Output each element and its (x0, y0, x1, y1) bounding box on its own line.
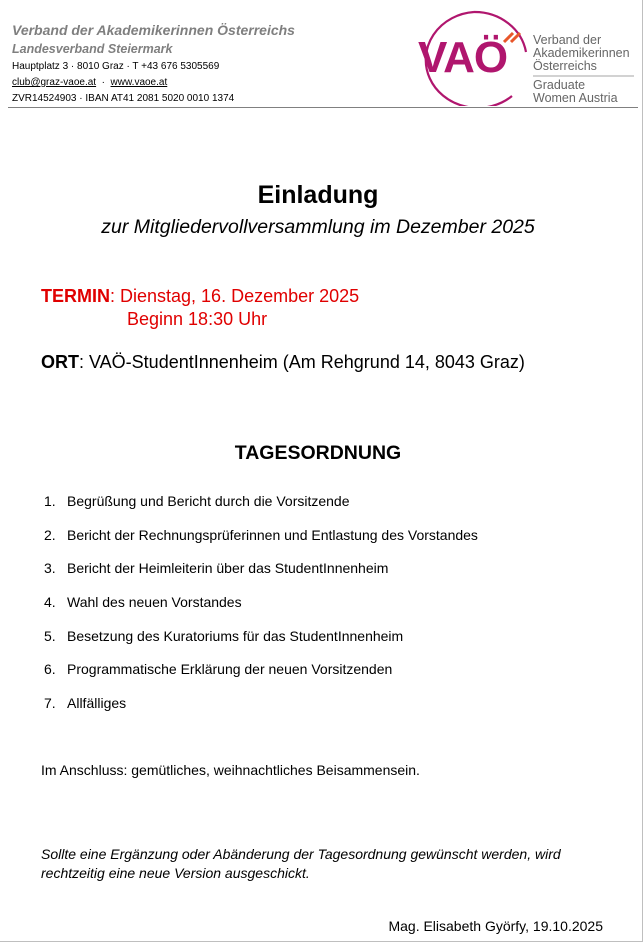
termin-time: Beginn 18:30 Uhr (127, 309, 268, 329)
logo-text-line5: Women Austria (533, 91, 618, 105)
list-item-text: Begrüßung und Bericht durch die Vorsitzende (67, 493, 350, 509)
list-item (44, 527, 478, 543)
bank-line: ZVR14524903 · IBAN AT41 2081 5020 0010 1374 (12, 93, 235, 104)
logo-text-line1: Verband der (533, 33, 602, 47)
logo-text-line4: Graduate (533, 78, 586, 92)
termin-date: : Dienstag, 16. Dezember 2025 (110, 286, 360, 306)
list-item-text: Besetzung des Kuratoriums für das StudentInnenheim (67, 628, 404, 644)
contact-separator: · (96, 77, 111, 88)
website-link[interactable]: www.vaoe.at (110, 77, 168, 88)
logo-mark: VAÖ (418, 33, 508, 82)
document-title: Einladung (257, 181, 379, 209)
list-item-text: Programmatische Erklärung der neuen Vorsitzenden (67, 661, 393, 677)
list-item (44, 661, 392, 677)
ort-line (41, 352, 525, 373)
closing-text: Im Anschluss: gemütliches, weihnachtliches Beisammensein. (41, 762, 420, 778)
list-item-number: 3. (44, 560, 56, 576)
org-name: Verband der Akademikerinnen Österreichs (12, 22, 295, 38)
list-item-number: 7. (44, 695, 56, 711)
list-item-text: Wahl des neuen Vorstandes (67, 594, 242, 610)
ort-label: ORT (41, 352, 79, 372)
logo-text-line2: Akademikerinnen (533, 46, 630, 60)
email-link[interactable]: club@graz-vaoe.at (12, 77, 97, 88)
list-item (44, 628, 403, 644)
document-subtitle: zur Mitgliedervollversammlung im Dezember 2025 (101, 216, 535, 238)
agenda-title: TAGESORDNUNG (234, 442, 402, 464)
termin-line (41, 286, 359, 307)
signature: Mag. Elisabeth Györfy, 19.10.2025 (388, 918, 603, 934)
list-item-number: 4. (44, 594, 56, 610)
contact-line (12, 77, 167, 88)
address-line: Hauptplatz 3 · 8010 Graz · T +43 676 5305569 (12, 61, 220, 72)
list-item-number: 5. (44, 628, 56, 644)
termin-label: TERMIN (41, 286, 110, 306)
list-item (44, 695, 126, 711)
list-item (44, 493, 350, 509)
header-divider (8, 107, 638, 108)
revision-note: Sollte eine Ergänzung oder Abänderung der Tagesordnung gewünscht werden, wird rechtzeitig eine neue Version ausgeschickt. (41, 846, 561, 881)
list-item-number: 1. (44, 493, 56, 509)
list-item (44, 560, 388, 576)
org-subtitle: Landesverband Steiermark (12, 42, 173, 56)
logo-text-line3: Österreichs (533, 59, 597, 73)
list-item-number: 2. (44, 527, 56, 543)
list-item-text: Allfälliges (67, 695, 127, 711)
ort-value: : VAÖ-StudentInnenheim (Am Rehgrund 14, 8043 Graz) (79, 352, 525, 372)
list-item-text: Bericht der Heimleiterin über das StudentInnenheim (67, 560, 389, 576)
vaoe-logo (412, 4, 642, 106)
list-item-text: Bericht der Rechnungsprüferinnen und Entlastung des Vorstandes (67, 527, 478, 543)
list-item (44, 594, 242, 610)
list-item-number: 6. (44, 661, 56, 677)
